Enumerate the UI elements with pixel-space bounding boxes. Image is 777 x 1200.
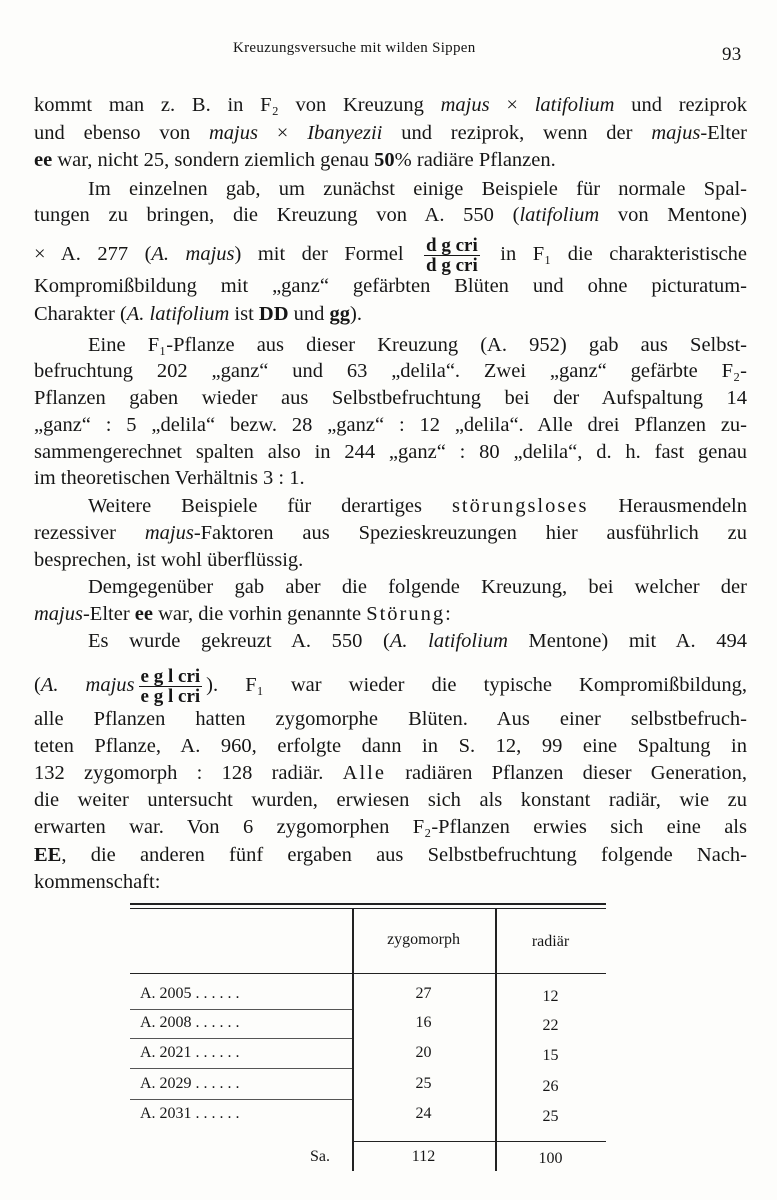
text-segment: Alle bbox=[342, 762, 386, 784]
text-line bbox=[34, 521, 747, 547]
cell-zygomorph: 20 bbox=[415, 1044, 432, 1061]
text-segment: Störung bbox=[366, 603, 446, 625]
text-segment: A. majus bbox=[40, 674, 135, 697]
cell-zygomorph: 16 bbox=[415, 1014, 432, 1031]
text-segment: majus bbox=[651, 122, 701, 144]
row-label: A. 2029 . . . . . . bbox=[140, 1075, 240, 1092]
text-line bbox=[34, 548, 747, 574]
text-line bbox=[34, 761, 747, 787]
text-line bbox=[34, 815, 747, 841]
text-segment: befruchtung 202 „ganz“ und 63 „delila“. Zwei „ganz“ gefärbte F₂- bbox=[34, 360, 747, 382]
text-segment: sammengerechnet spalten also in 244 „ganz“ : 80 „delila“, d. h. fast genau bbox=[34, 441, 747, 463]
text-line bbox=[34, 602, 747, 628]
text-segment: ). F₁ war wieder die typische Kompromißbildung, bbox=[206, 674, 748, 697]
text-segment: ( bbox=[34, 674, 41, 697]
text-segment: majus bbox=[144, 522, 194, 544]
text-segment: teten Pflanze, A. 960, erfolgte dann in S. 12, 99 eine Spaltung in bbox=[34, 735, 747, 757]
running-title: Kreuzungsversuche mit wilden Sippen bbox=[233, 40, 476, 56]
text-line bbox=[34, 413, 747, 439]
text-line bbox=[88, 177, 747, 203]
results-table bbox=[130, 903, 606, 1165]
cell-zygomorph: 27 bbox=[415, 985, 432, 1002]
text-segment: DD bbox=[258, 303, 289, 325]
text-segment: und ebenso von bbox=[34, 122, 209, 144]
text-segment: von Mentone) bbox=[599, 204, 748, 226]
text-segment: : bbox=[445, 603, 451, 625]
column-header-radiar: radiär bbox=[531, 933, 570, 950]
cell-zygomorph: 25 bbox=[415, 1075, 432, 1092]
text-line bbox=[34, 386, 747, 412]
text-line bbox=[34, 302, 747, 328]
text-segment: Mentone) mit A. 494 bbox=[507, 630, 747, 652]
text-segment: Herausmendeln bbox=[588, 495, 747, 517]
text-segment: kommenschaft: bbox=[34, 871, 161, 893]
text-line bbox=[88, 494, 747, 520]
text-line bbox=[34, 870, 747, 896]
text-segment: ee bbox=[134, 603, 153, 625]
formula-denominator: e g l cri bbox=[140, 686, 201, 707]
text-segment: majus bbox=[34, 603, 83, 625]
text-segment: ). bbox=[350, 303, 362, 325]
text-line bbox=[34, 788, 747, 814]
text-line bbox=[34, 707, 747, 733]
text-segment: EE bbox=[34, 844, 62, 866]
text-segment: Charakter ( bbox=[34, 303, 127, 325]
text-segment: im theoretischen Verhältnis 3 : 1. bbox=[34, 467, 305, 489]
text-segment: war, die vorhin genannte bbox=[152, 603, 367, 625]
text-segment: radiären Pflanzen dieser Generation, bbox=[385, 762, 747, 784]
text-segment: A. latifolium bbox=[389, 630, 508, 652]
row-label: A. 2008 . . . . . . bbox=[140, 1014, 240, 1031]
sum-label: Sa. bbox=[310, 1148, 330, 1165]
text-line bbox=[34, 843, 747, 869]
cell-radiar: 25 bbox=[542, 1108, 559, 1125]
text-segment: latifolium bbox=[519, 204, 600, 226]
text-segment: Demgegenüber gab aber die folgende Kreuzung, bei welcher der bbox=[88, 576, 747, 598]
text-line bbox=[34, 235, 747, 276]
text-segment: 50 bbox=[374, 149, 395, 171]
formula-numerator: e g l cri bbox=[140, 666, 201, 687]
text-segment: × bbox=[257, 122, 308, 144]
cell-zygomorph: 24 bbox=[415, 1105, 432, 1122]
text-line bbox=[34, 93, 747, 119]
column-header-zygomorph: zygomorph bbox=[387, 931, 460, 948]
genetic-formula bbox=[424, 236, 480, 275]
text-segment: majus bbox=[208, 122, 258, 144]
row-label: A. 2005 . . . . . . bbox=[140, 985, 240, 1002]
text-segment: Eine F₁-Pflanze aus dieser Kreuzung (A. 952) gab aus Selbst- bbox=[88, 334, 747, 356]
text-segment: und bbox=[288, 303, 330, 325]
text-segment: 132 zygomorph : 128 radiär. bbox=[34, 762, 343, 784]
text-segment: gg bbox=[329, 303, 351, 325]
text-segment: -Faktoren aus Spezieskreuzungen hier ausführlich zu bbox=[193, 522, 747, 544]
text-segment: majus bbox=[440, 94, 490, 116]
text-segment: rezessiver bbox=[34, 522, 145, 544]
text-segment: „ganz“ : 5 „delila“ bezw. 28 „ganz“ : 12 „delila“. Alle drei Pflanzen zu- bbox=[34, 414, 747, 436]
text-segment: Es wurde gekreuzt A. 550 ( bbox=[88, 630, 390, 652]
text-line bbox=[34, 359, 747, 385]
text-segment: ee bbox=[34, 149, 53, 171]
cell-radiar: 15 bbox=[542, 1047, 559, 1064]
text-segment: besprechen, ist wohl überflüssig. bbox=[34, 549, 304, 571]
text-segment: störungsloses bbox=[451, 495, 589, 517]
text-line bbox=[34, 666, 748, 707]
formula-denominator: d g cri bbox=[426, 255, 478, 276]
text-line bbox=[34, 121, 747, 147]
text-segment: tungen zu bringen, die Kreuzung von A. 550 ( bbox=[34, 204, 520, 226]
text-segment: × A. 277 ( bbox=[34, 243, 152, 266]
genetic-formula bbox=[139, 667, 203, 706]
text-line bbox=[88, 629, 747, 655]
text-segment: die weiter untersucht wurden, erwiesen sich als konstant radiär, wie zu bbox=[34, 789, 747, 811]
row-label: A. 2031 . . . . . . bbox=[140, 1105, 240, 1122]
text-line bbox=[34, 734, 747, 760]
text-segment: Kompromißbildung mit „ganz“ gefärbten Blüten und ohne picturatum- bbox=[34, 275, 747, 297]
text-segment: ) mit der Formel bbox=[234, 243, 421, 266]
text-segment: latifolium bbox=[534, 94, 615, 116]
sum-radiar: 100 bbox=[538, 1150, 563, 1167]
row-label: A. 2021 . . . . . . bbox=[140, 1044, 240, 1061]
text-segment: alle Pflanzen hatten zygomorphe Blüten. Aus einer selbstbefruch- bbox=[34, 708, 747, 730]
text-line bbox=[88, 575, 747, 601]
cell-radiar: 22 bbox=[542, 1017, 559, 1034]
text-segment: -Elter bbox=[82, 603, 135, 625]
text-segment: , die anderen fünf ergaben aus Selbstbefruchtung folgende Nach- bbox=[61, 844, 747, 866]
cell-radiar: 26 bbox=[542, 1078, 559, 1095]
text-segment: Im einzelnen gab, um zunächst einige Beispiele für normale Spal- bbox=[88, 178, 747, 200]
text-segment: Weitere Beispiele für derartiges bbox=[88, 495, 452, 517]
text-line bbox=[34, 148, 747, 174]
text-segment: erwarten war. Von 6 zygomorphen F₂-Pflanzen erwies sich eine als bbox=[34, 816, 747, 838]
page-number: 93 bbox=[722, 44, 742, 65]
text-segment: kommt man z. B. in F₂ von Kreuzung bbox=[34, 94, 441, 116]
text-segment: war, nicht 25, sondern ziemlich genau bbox=[52, 149, 375, 171]
sum-zygomorph: 112 bbox=[411, 1148, 436, 1165]
text-segment: Pflanzen gaben wieder aus Selbstbefruchtung bei der Aufspaltung 14 bbox=[34, 387, 747, 409]
text-segment: × bbox=[489, 94, 535, 116]
text-segment: und reziprok bbox=[614, 94, 747, 116]
formula-numerator: d g cri bbox=[426, 235, 478, 256]
text-segment: % radiäre Pflanzen. bbox=[394, 149, 556, 171]
cell-radiar: 12 bbox=[542, 988, 559, 1005]
text-line bbox=[34, 274, 747, 300]
text-line bbox=[34, 466, 747, 492]
text-segment: A. latifolium bbox=[126, 303, 230, 325]
text-segment: -Elter bbox=[700, 122, 747, 144]
text-segment: in F₁ die charakteristische bbox=[483, 243, 747, 266]
text-segment: ist bbox=[229, 303, 259, 325]
text-segment: und reziprok, wenn der bbox=[382, 122, 652, 144]
text-line bbox=[34, 440, 747, 466]
text-segment: A. majus bbox=[151, 243, 235, 266]
text-line bbox=[34, 203, 747, 229]
text-segment: Ibanyezii bbox=[307, 122, 383, 144]
text-line bbox=[88, 333, 747, 359]
